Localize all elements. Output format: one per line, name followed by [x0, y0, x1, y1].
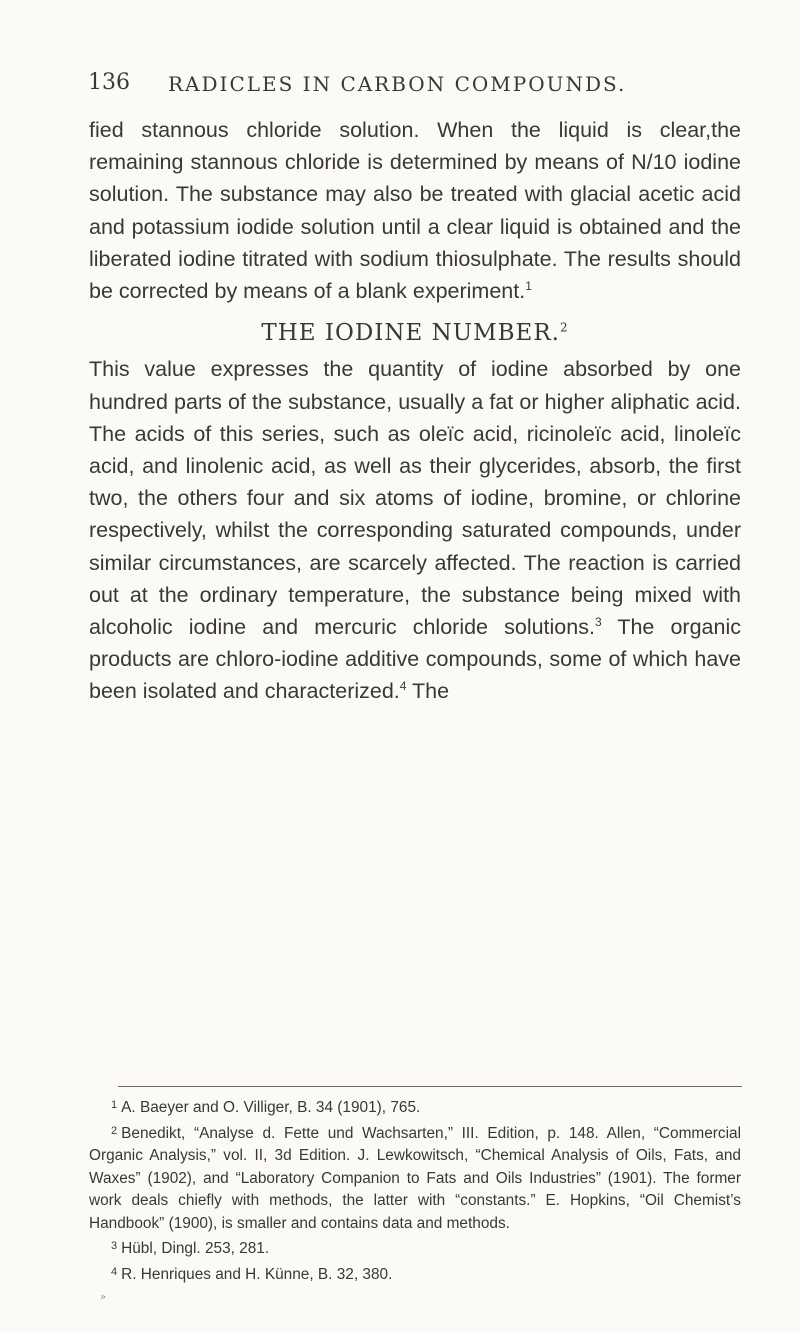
page-number: 136: [88, 70, 130, 95]
running-title: RADICLES IN CARBON COMPOUNDS.: [168, 72, 627, 96]
footnote-ref-3[interactable]: 3: [594, 614, 602, 629]
footnote-text: A. Baeyer and O. Villiger, B. 34 (1901), 765.: [121, 1099, 421, 1116]
footnote-2: [89, 1120, 741, 1236]
footnote-number: 1: [111, 1099, 118, 1111]
main-text: [89, 114, 741, 708]
footnote-ref-2[interactable]: 2: [559, 320, 569, 335]
paragraph-2-text-a: This value expresses the quantity of iodine absorbed by one hundred parts of the substance, usually a fat or higher aliphatic acid. The acids of this series, such as oleïc acid, ricinoleïc acid, linoleïc acid, and linolenic acid, as well as their glycerides, absorb, the first two, the others four and six atoms of iodine, bromine, or chlorine respectively, whilst the corresponding saturated compounds, under similar circumstances, are scarcely affected. The reaction is carried out at the ordinary temperature, the substance being mixed with alcoholic iodine and mercuric chloride solutions.: [89, 357, 741, 640]
footnote-3: [89, 1235, 741, 1261]
footnotes: [89, 1094, 741, 1286]
paragraph-2: [89, 353, 741, 707]
footnote-ref-1[interactable]: 1: [525, 278, 532, 293]
footnote-number: 4: [111, 1265, 118, 1278]
footnote-text: Hübl, Dingl. 253, 281.: [121, 1240, 270, 1257]
section-title: [89, 317, 741, 349]
footnote-4: [89, 1261, 741, 1287]
paragraph-2-text-b: The organic products are chloro-iodine additive compounds, some of which have been isolated and characterized.: [89, 615, 741, 704]
paragraph-2-text-c: The: [406, 679, 450, 704]
footnote-divider: [118, 1086, 742, 1087]
footnote-number: 2: [111, 1124, 118, 1137]
footnote-1: [89, 1094, 741, 1120]
footnote-text: Benedikt, “Analyse d. Fette und Wachsarten,” III. Edition, p. 148. Allen, “Commercial Organic Analysis,” vol. II, 3d Edition. J. Lewkowitsch, “Chemical Analysis of Oils, Fats, and Waxes” (1902), and “Laboratory Companion to Fats and Oils Industries” (1901). The former work deals chiefly with methods, the latter with “constants.” E. Hopkins, “Oil Chemist’s Handbook” (1900), is smaller and contains data and methods.: [89, 1124, 741, 1232]
stray-print-mark: »: [100, 1292, 107, 1303]
paragraph-1-text: fied stannous chloride solution. When the liquid is clear,the remaining stannous chloride is determined by means of N/10 iodine solution. The substance may also be treated with glacial acetic acid and potassium iodide solution until a clear liquid is obtained and the liberated iodine titrated with sodium thiosulphate. The results should be corrected by means of a blank experiment.: [89, 118, 741, 304]
footnote-ref-4[interactable]: 4: [399, 679, 407, 694]
footnote-number: 3: [111, 1240, 118, 1252]
section-title-text: THE IODINE NUMBER.: [261, 320, 560, 347]
paragraph-1: [89, 114, 741, 307]
page-header: [88, 70, 748, 110]
footnote-text: R. Henriques and H. Künne, B. 32, 380.: [121, 1265, 393, 1283]
